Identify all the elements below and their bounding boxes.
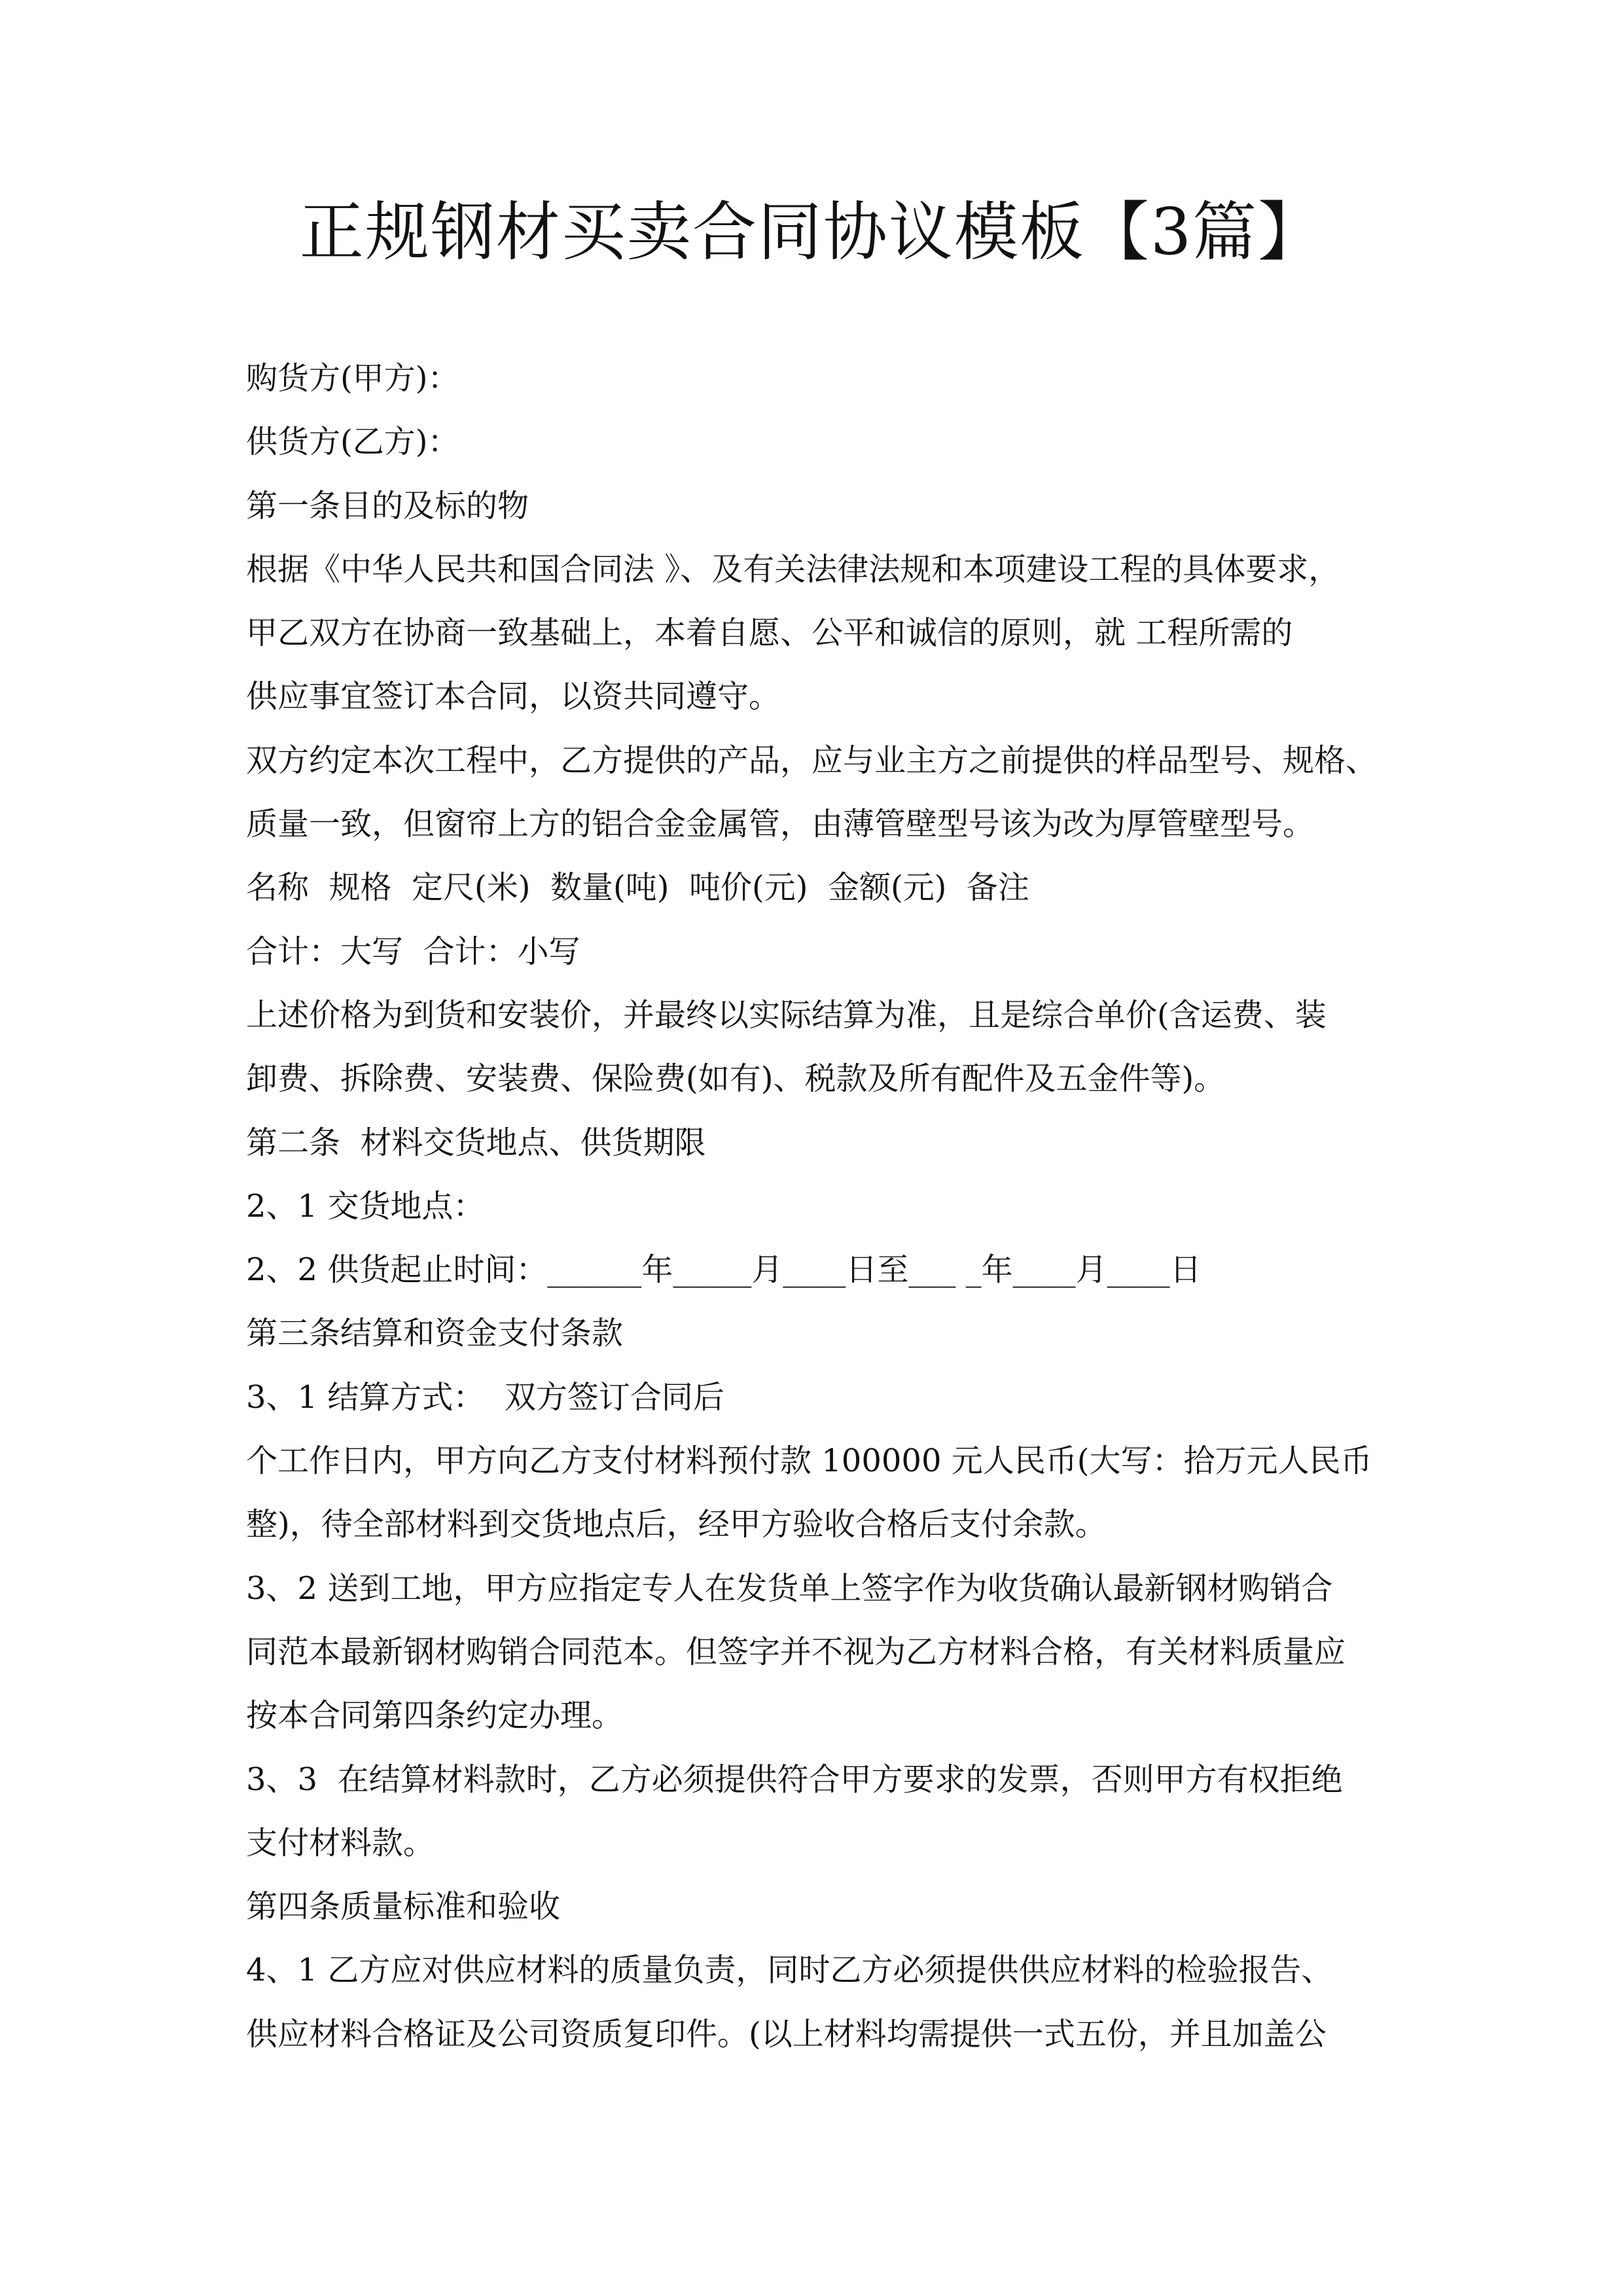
paragraph-line: 个工作日内，甲方向乙方支付材料预付款 100000 元人民币(大写：拾万元人民币 (246, 1443, 1372, 1480)
paragraph-line: 根据《中华人民共和国合同法 》、及有关法律法规和本项建设工程的具体要求， (246, 550, 1340, 588)
paragraph-line: 同范本最新钢材购销合同范本。但签字并不视为乙方材料合格，有关材料质量应 (246, 1633, 1346, 1670)
clause-line: 3、1 结算方式： 双方签订合同后 (246, 1378, 724, 1416)
paragraph-line: 供应材料合格证及公司资质复印件。(以上材料均需提供一式五份，并且加盖公 (246, 2015, 1327, 2053)
document-title: 正规钢材买卖合同协议模板【3篇】 (299, 195, 1324, 270)
clause-line: 2、1 交货地点： (246, 1187, 485, 1225)
clause-line: 3、3 在结算材料款时，乙方必须提供符合甲方要求的发票，否则甲方有权拒绝 (246, 1761, 1343, 1798)
paragraph-line: 供应事宜签订本合同，以资共同遵守。 (246, 678, 781, 715)
document-body (246, 347, 1398, 2066)
paragraph-line: 卸费、拆除费、安装费、保险费(如有)、税款及所有配件及五金件等)。 (246, 1060, 1226, 1098)
paragraph-line: 双方约定本次工程中，乙方提供的产品，应与业主方之前提供的样品型号、规格、 (246, 742, 1378, 779)
table-header-line: 名称 规格 定尺(米) 数量(吨) 吨价(元) 金额(元) 备注 (246, 869, 1029, 906)
paragraph-line: 整)，待全部材料到交货地点后，经甲方验收合格后支付余款。 (246, 1506, 1107, 1543)
supplier-line: 供货方(乙方)： (246, 423, 459, 461)
clause-line: 2、2 供货起止时间：______年_____月____日至___ _年____月____日 (246, 1251, 1202, 1289)
paragraph-line: 支付材料款。 (246, 1824, 435, 1861)
paragraph-line: 甲乙双方在协商一致基础上，本着自愿、公平和诚信的原则，就 工程所需的 (246, 615, 1293, 652)
total-line: 合计：大写 合计：小写 (246, 933, 580, 970)
article-1-heading: 第一条目的及标的物 (246, 487, 529, 524)
clause-line: 4、1 乙方应对供应材料的质量负责，同时乙方必须提供供应材料的检验报告、 (246, 1952, 1333, 1989)
article-4-heading: 第四条质量标准和验收 (246, 1888, 561, 1926)
clause-line: 3、2 送到工地，甲方应指定专人在发货单上签字作为收货确认最新钢材购销合 (246, 1570, 1333, 1607)
paragraph-line: 上述价格为到货和安装价，并最终以实际结算为准，且是综合单价(含运费、装 (246, 996, 1327, 1033)
article-2-heading: 第二条 材料交货地点、供货期限 (246, 1124, 706, 1161)
article-3-heading: 第三条结算和资金支付条款 (246, 1315, 624, 1352)
paragraph-line: 按本合同第四条约定办理。 (246, 1697, 624, 1734)
buyer-line: 购货方(甲方)： (246, 360, 459, 397)
paragraph-line: 质量一致，但窗帘上方的铝合金金属管，由薄管壁型号该为改为厚管壁型号。 (246, 806, 1315, 843)
